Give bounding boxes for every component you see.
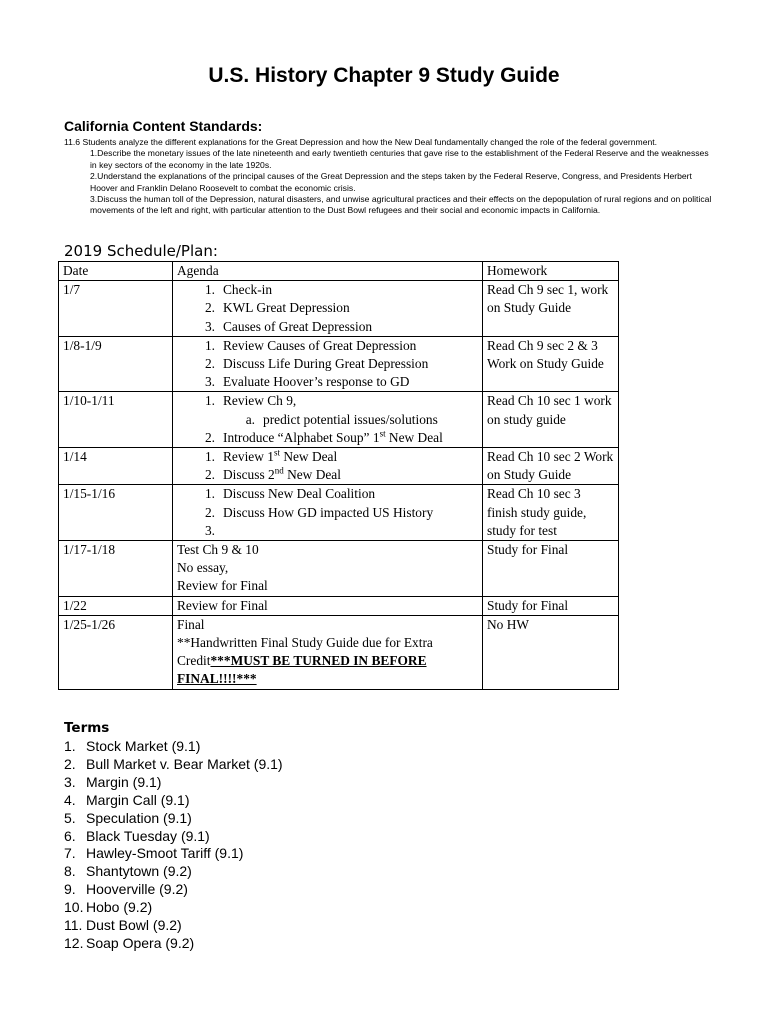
schedule-row: [59, 485, 619, 541]
standard-item: 2.Understand the explanations of the principal causes of the Great Depression and the steps taken by the Federal Reserve, Congress, and Presidents Herbert Hoover and Franklin Delano Roosevelt to combat the economic crisis.: [90, 171, 692, 193]
schedule-header-row: [59, 262, 619, 281]
agenda-list: [177, 392, 478, 447]
term-text: Hawley-Smoot Tariff (9.1): [86, 845, 244, 862]
agenda-item-number: 1.: [204, 449, 215, 465]
agenda-note: [177, 634, 478, 689]
agenda-item-text: Review Causes of Great Depression: [223, 337, 417, 353]
agenda-item-number: 2.: [204, 300, 215, 316]
schedule-row: [59, 281, 619, 337]
agenda-item: [197, 466, 478, 484]
schedule-date-cell: 1/25-1/26: [59, 615, 173, 689]
term-number: 10.: [64, 899, 84, 916]
term-text: Soap Opera (9.2): [86, 934, 195, 951]
agenda-item: [197, 355, 478, 373]
agenda-item: [197, 485, 478, 503]
agenda-item-text: Causes of Great Depression: [223, 318, 373, 334]
schedule-row: [59, 336, 619, 392]
agenda-item-text: predict potential issues/solutions: [263, 411, 438, 427]
term-item: [64, 899, 283, 917]
agenda-item-text-tail: New Deal: [385, 429, 443, 445]
ordinal-suffix: nd: [274, 465, 284, 476]
schedule-homework-cell: Read Ch 9 sec 1, work on Study Guide: [483, 281, 619, 337]
schedule-row: [59, 392, 619, 448]
agenda-item-number: a.: [245, 411, 255, 427]
ordinal-suffix: st: [273, 447, 280, 458]
agenda-sub-item: [197, 411, 478, 429]
schedule-homework-cell: Read Ch 10 sec 1 work on study guide: [483, 392, 619, 448]
schedule-agenda-cell: [173, 596, 483, 615]
agenda-item-text: KWL Great Depression: [223, 300, 350, 316]
schedule-row: [59, 541, 619, 597]
agenda-item-text: Check-in: [223, 282, 273, 298]
schedule-date-cell: 1/10-1/11: [59, 392, 173, 448]
term-number: 11.: [64, 917, 83, 934]
schedule-agenda-cell: [173, 615, 483, 689]
term-number: 6.: [64, 827, 76, 844]
agenda-item: [197, 429, 478, 447]
agenda-item: [197, 504, 478, 522]
term-text: Bull Market v. Bear Market (9.1): [86, 755, 283, 772]
standards-block: [64, 137, 716, 217]
term-text: Shantytown (9.2): [86, 863, 192, 880]
schedule-agenda-cell: [173, 485, 483, 541]
schedule-homework-cell: No HW: [483, 615, 619, 689]
term-number: 3.: [64, 773, 76, 790]
schedule-table-body: [59, 262, 619, 690]
schedule-heading: 2019 Schedule/Plan:: [64, 242, 218, 260]
terms-heading: Terms: [64, 720, 110, 736]
schedule-date-cell: 1/14: [59, 448, 173, 485]
agenda-item-text: Review Ch 9,: [223, 393, 297, 409]
term-item: [64, 935, 283, 953]
agenda-item: [197, 373, 478, 391]
agenda-list: [177, 337, 478, 392]
term-item: [64, 774, 283, 792]
schedule-date-cell: 1/7: [59, 281, 173, 337]
agenda-note-text: **Handwritten Final Study Guide due for Extra Credit: [177, 635, 433, 669]
agenda-line: Review for Final: [177, 578, 268, 594]
agenda-line: No essay,: [177, 560, 229, 576]
agenda-item-text: Discuss 2: [223, 467, 275, 483]
schedule-agenda-cell: [173, 392, 483, 448]
schedule-agenda-cell: [173, 336, 483, 392]
terms-list: [64, 738, 283, 953]
agenda-item-text-tail: New Deal: [279, 449, 338, 465]
schedule-date-cell: 1/15-1/16: [59, 485, 173, 541]
agenda-item: [197, 281, 478, 299]
schedule-homework-cell: Read Ch 10 sec 3 finish study guide, study for test: [483, 485, 619, 541]
term-item: [64, 863, 283, 881]
term-number: 2.: [64, 755, 76, 772]
ordinal-suffix: st: [379, 428, 386, 439]
agenda-item: [197, 299, 478, 317]
term-number: 7.: [64, 845, 76, 862]
term-number: 5.: [64, 809, 76, 826]
agenda-item-number: 2.: [204, 467, 215, 483]
schedule-homework-cell: Study for Final: [483, 541, 619, 597]
column-header-agenda: Agenda: [173, 262, 483, 281]
schedule-date-cell: 1/22: [59, 596, 173, 615]
agenda-item-number: 1.: [204, 486, 215, 502]
agenda-item-text: Evaluate Hoover’s response to GD: [223, 374, 410, 390]
agenda-item-text-tail: New Deal: [283, 467, 341, 483]
standard-item: 3.Discuss the human toll of the Depression, natural disasters, and unwise agricultural practices and their effects on the depopulation of rural regions and on political movements of the left and right, with particular attention to the Dust Bowl refugees and their social and economic impacts in California.: [90, 194, 712, 216]
agenda-item: [197, 392, 478, 410]
agenda-item-text: Discuss Life During Great Depression: [223, 356, 429, 372]
term-text: Hooverville (9.2): [86, 881, 188, 898]
agenda-item-text: Review 1: [223, 449, 274, 465]
term-item: [64, 881, 283, 899]
agenda-item-number: 1.: [204, 393, 215, 409]
agenda-item-number: 3.: [204, 318, 215, 334]
schedule-row: [59, 615, 619, 689]
term-item: [64, 810, 283, 828]
standard-item: 1.Describe the monetary issues of the late nineteenth and early twentieth centuries that gave rise to the establishment of the Federal Reserve and the weaknesses in key sectors of the economy in the late 1920s.: [90, 148, 709, 170]
agenda-item-number: 3.: [204, 374, 215, 390]
agenda-list: [177, 281, 478, 336]
agenda-item-text: Introduce “Alphabet Soup” 1: [223, 429, 380, 445]
schedule-agenda-cell: [173, 448, 483, 485]
agenda-line: Review for Final: [177, 597, 268, 613]
term-text: Margin Call (9.1): [86, 791, 190, 808]
term-number: 4.: [64, 791, 76, 808]
schedule-date-cell: 1/17-1/18: [59, 541, 173, 597]
agenda-item-number: 2.: [204, 429, 215, 445]
term-number: 12.: [64, 934, 84, 951]
term-text: Speculation (9.1): [86, 809, 192, 826]
term-text: Margin (9.1): [86, 773, 162, 790]
agenda-item-number: 1.: [204, 337, 215, 353]
agenda-item: [197, 318, 478, 336]
page-title: U.S. History Chapter 9 Study Guide: [208, 64, 560, 87]
agenda-line: Test Ch 9 & 10: [177, 542, 259, 558]
schedule-row: [59, 448, 619, 485]
agenda-list: [177, 448, 478, 484]
schedule-agenda-cell: [173, 541, 483, 597]
term-item: [64, 756, 283, 774]
standards-list: [64, 148, 716, 216]
column-header-homework: Homework: [483, 262, 619, 281]
agenda-note-emphasis: ***MUST BE TURNED IN BEFORE FINAL!!!!***: [177, 653, 427, 687]
schedule-row: [59, 596, 619, 615]
term-text: Black Tuesday (9.1): [86, 827, 210, 844]
agenda-item: [197, 448, 478, 466]
term-item: [64, 828, 283, 846]
term-number: 8.: [64, 863, 76, 880]
term-text: Stock Market (9.1): [86, 738, 201, 754]
term-item: [64, 917, 283, 935]
agenda-list: [177, 485, 478, 538]
agenda-item-number: 2.: [204, 504, 215, 520]
column-header-date: Date: [59, 262, 173, 281]
term-text: Hobo (9.2): [86, 899, 153, 916]
schedule-table: [58, 261, 619, 690]
agenda-item: [197, 337, 478, 355]
term-text: Dust Bowl (9.2): [86, 917, 182, 934]
agenda-item-number: 2.: [204, 356, 215, 372]
term-item: [64, 792, 283, 810]
standards-intro: 11.6 Students analyze the different explanations for the Great Depression and how the New Deal fundamentally changed the role of the federal government.: [64, 137, 658, 147]
agenda-item-text: Discuss New Deal Coalition: [223, 486, 376, 502]
agenda-item-number: 1.: [204, 282, 215, 298]
schedule-homework-cell: Read Ch 9 sec 2 & 3 Work on Study Guide: [483, 336, 619, 392]
term-number: 1.: [64, 738, 76, 754]
schedule-homework-cell: Study for Final: [483, 596, 619, 615]
term-item: [64, 738, 283, 756]
agenda-item-number: 3.: [204, 522, 215, 538]
agenda-item-text: Discuss How GD impacted US History: [223, 504, 434, 520]
agenda-line: Final: [177, 616, 205, 632]
standards-heading: California Content Standards:: [64, 118, 263, 134]
term-number: 9.: [64, 881, 76, 898]
schedule-agenda-cell: [173, 281, 483, 337]
term-item: [64, 845, 283, 863]
schedule-date-cell: 1/8-1/9: [59, 336, 173, 392]
schedule-homework-cell: Read Ch 10 sec 2 Work on Study Guide: [483, 448, 619, 485]
